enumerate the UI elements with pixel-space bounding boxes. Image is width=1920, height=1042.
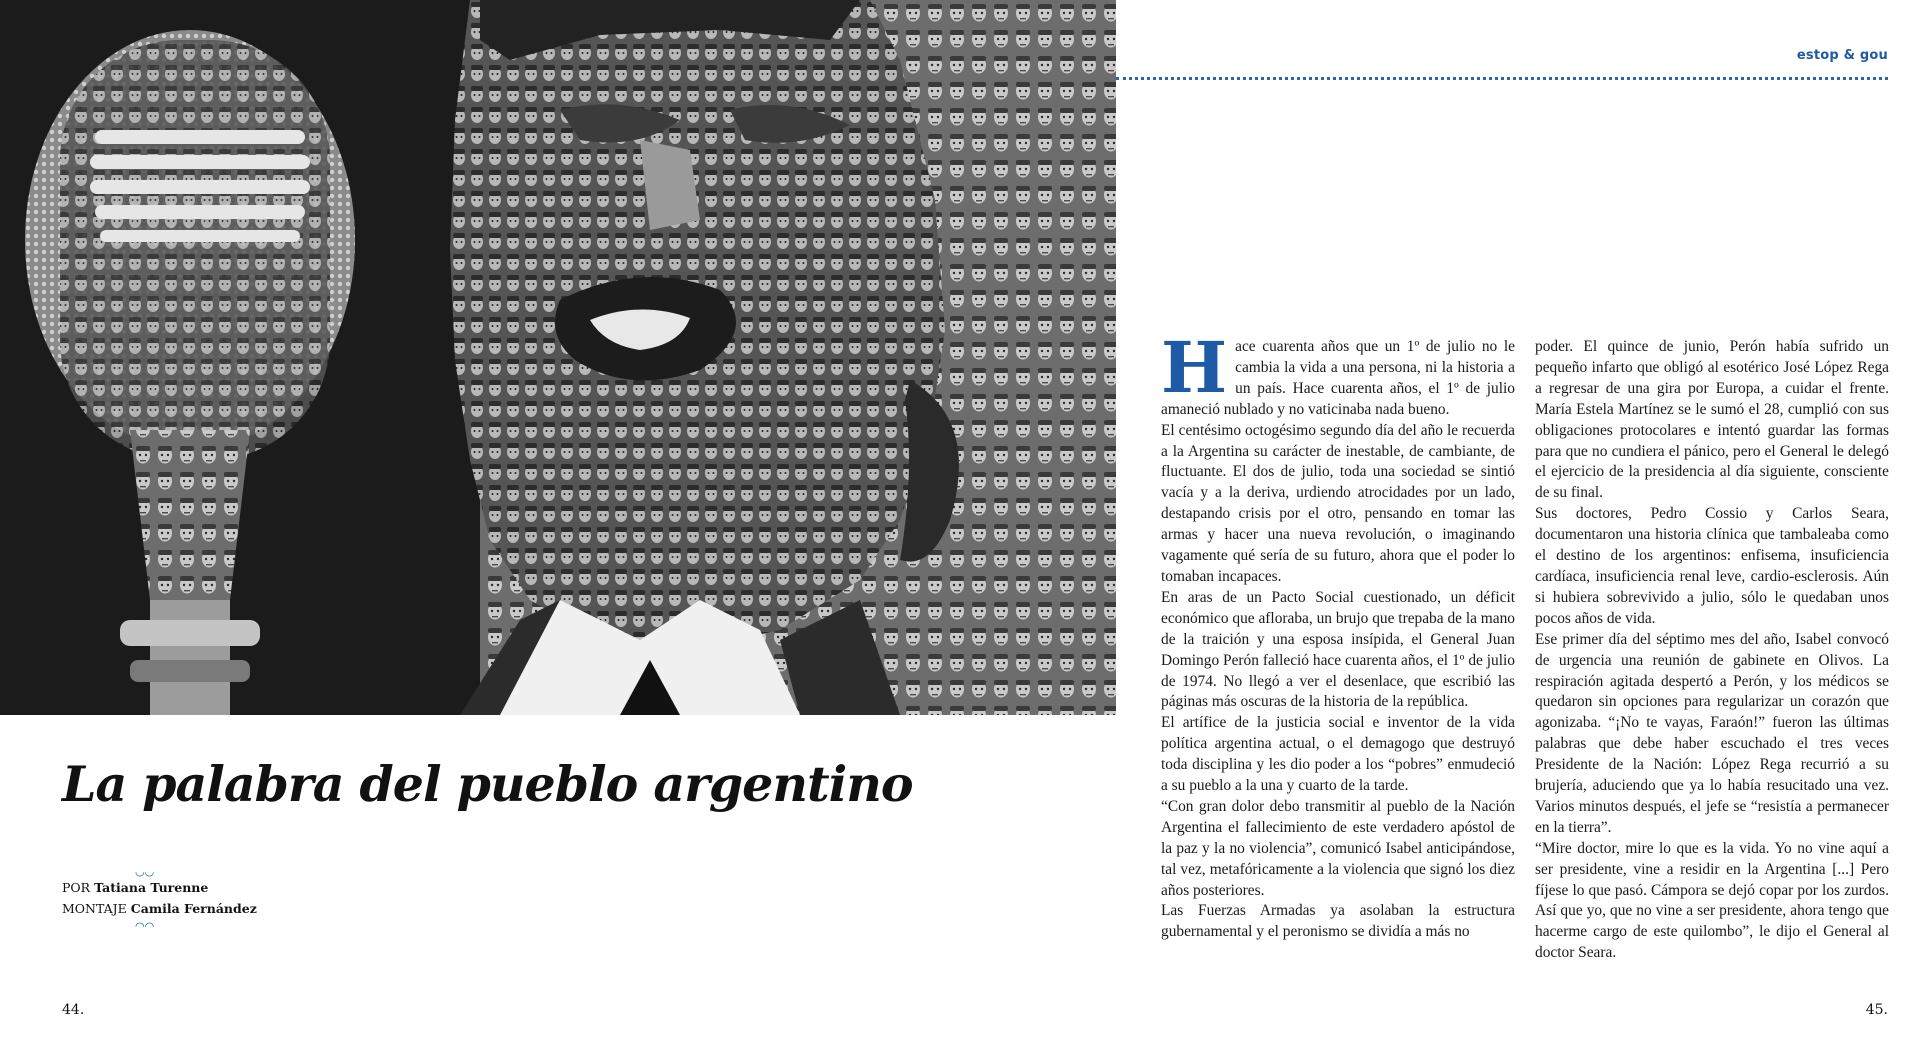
ornament-top: ◡◡ — [135, 865, 155, 878]
article-paragraph: Las Fuerzas Armadas ya asolaban la estructura gubernamental y el peronismo se dividía a más no — [1161, 902, 1515, 941]
brand-logo: estop & gou — [1796, 48, 1888, 63]
article-paragraph: poder. El quince de junio, Perón había sufrido un pequeño infarto que obligó al esotérico José López Rega a regresar de una gira por Europa, a cuidar el frente. María Estela Martínez se le sumó el 28, cumplió con sus obligaciones protocolares e intentó guardar las formas para que no cundiera el pánico, pero el General le delegó el ejercicio de la presidencia al día siguiente, consciente de su final. — [1535, 338, 1889, 502]
article-paragraph — [1161, 326, 1515, 421]
article-paragraph: “Con gran dolor debo transmitir al pueblo de la Nación Argentina el fallecimiento de este verdadero apóstol de la paz y la no violencia”, comunicó Isabel anticipándose, tal vez, metafóricamente a la violencia que signó los diez años posteriores. — [1161, 797, 1515, 899]
credit-person: Camila Fernández — [130, 901, 257, 916]
credit-role: POR — [62, 880, 91, 895]
article-paragraph: “Mire doctor, mire lo que es la vida. Yo no vine aquí a ser presidente, vine a residir en la Argentina [...] Pero fíjese lo que pasó. Cámpora se dejó copar por los zurdos. Así que yo, que no vine a ser presidente, ahora tengo que hacerme cargo de este quilombo”, le dijo el General al doctor Seara. — [1535, 839, 1889, 962]
article-paragraph: En aras de un Pacto Social cuestionado, un déficit económico que afloraba, un brujo que trepaba de la mano de la traición y una esposa insípida, el General Juan Domingo Perón falleció hace cuarenta años, el 1º de julio de 1974. No llegó a ver el desenlace, que escribió las páginas más oscuras de la historia de la república. — [1161, 588, 1515, 711]
credit-montage — [62, 898, 257, 919]
drop-cap: H — [1161, 326, 1228, 409]
credit-author — [62, 877, 257, 898]
credit-person: Tatiana Turenne — [94, 880, 209, 895]
page-number-right: 45. — [1865, 1002, 1888, 1018]
paragraph-text: ace cuarenta años que un 1º de julio no le cambia la vida a una persona, ni la historia a un país. Hace cuarenta años, el 1º de julio amaneció nublado y no vaticinaba nada bueno. — [1161, 338, 1515, 418]
header-dotted-rule — [1116, 77, 1888, 80]
credit-role: MONTAJE — [62, 901, 127, 916]
article-column-1 — [1161, 326, 1515, 943]
article-column-2 — [1535, 337, 1889, 964]
credits — [62, 877, 257, 919]
article-title: La palabra del pueblo argentino — [62, 755, 913, 813]
article-paragraph: Sus doctores, Pedro Cossio y Carlos Seara, documentaron una historia clínica que tambaleaba como el destino de los argentinos: enfisema, insuficiencia cardíaca, insuficiencia renal leve, cardio-esclerosis. Aún si hubiera sobrevivido a julio, sólo le quedaban unos pocos años de vida. — [1535, 505, 1889, 627]
ornament-bottom: ◡◡ — [135, 921, 155, 934]
lead-photo — [0, 0, 1116, 715]
article-paragraph: El artífice de la justicia social e inventor de la vida política argentina actual, o el demagogo que destruyó toda disciplina y les dio poder a los “pobres” enmudeció a su pueblo a la una y cuarto de la tarde. — [1161, 714, 1515, 795]
page-number-left: 44. — [62, 1002, 85, 1018]
article-paragraph: Ese primer día del séptimo mes del año, Isabel convocó de urgencia una reunión de gabinete en Olivos. La respiración agitada despertó a Perón, y los médicos se quedaron sin opciones para regularizar un corazón que agonizaba. “¡No te vayas, Faraón!” fueron las últimas palabras que debe haber escuchado el tres veces Presidente de la Nación: López Rega recurrió a su brujería, aduciendo que ya lo había resucitado una vez. Varios minutos después, el jefe se “resistía a permanecer en la tierra”. — [1535, 630, 1889, 836]
article-paragraph: El centésimo octogésimo segundo día del año le recuerda a la Argentina su carácter de inestable, de cambiante, de fluctuante. El dos de julio, toda una sociedad se sintió vacía y a la deriva, urdiendo atrocidades por un lado, destapando crisis por el otro, pensando en tomar las armas y hacer una nueva revolución, o imaginando vagamente qué sería de su futuro, ahora que el poder lo tomaban incapaces. — [1161, 421, 1515, 585]
